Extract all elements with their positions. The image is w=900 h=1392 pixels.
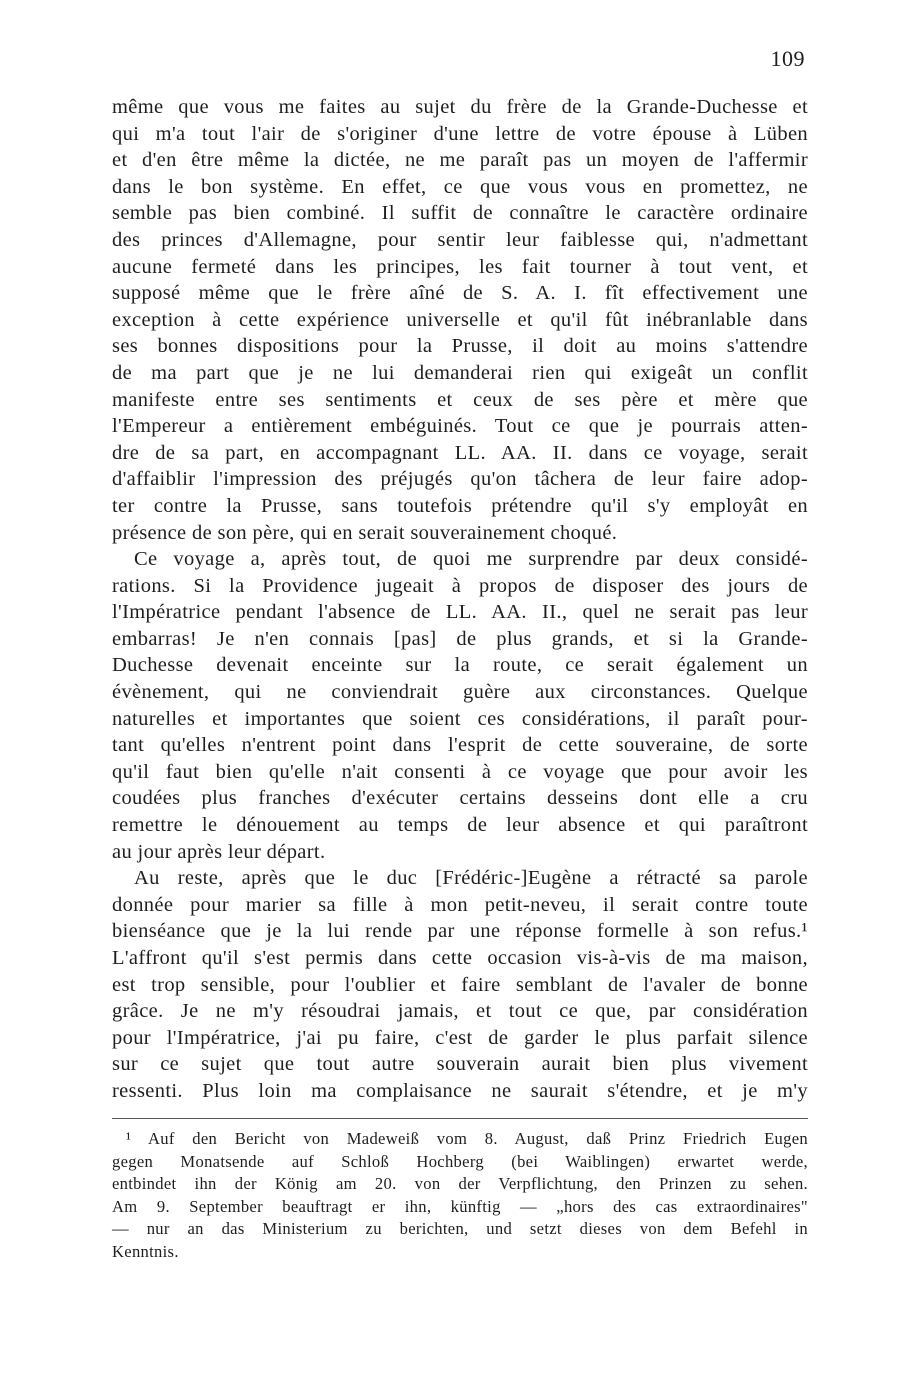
- text-line: des princes d'Allemagne, pour sentir leur faiblesse qui, n'admettant: [112, 228, 808, 251]
- text-line: qu'il faut bien qu'elle n'ait consenti à ce voyage que pour avoir les: [112, 760, 808, 783]
- text-line: présence de son père, qui en serait souverainement choqué.: [112, 521, 618, 544]
- text-line: dans le bon système. En effet, ce que vous vous en promettez, ne: [112, 175, 808, 198]
- text-line: ter contre la Prusse, sans toutefois prétendre qu'il s'y employât en: [112, 494, 808, 517]
- text-line: Duchesse devenait enceinte sur la route, ce serait également un: [112, 654, 808, 677]
- text-line: pour l'Impératrice, j'ai pu faire, c'est de garder le plus parfait silence: [112, 1026, 808, 1049]
- footnote-line: gegen Monatsende auf Schloß Hochberg (bei Waiblingen) erwartet werde,: [112, 1151, 808, 1171]
- text-line: L'affront qu'il s'est permis dans cette occasion vis-à-vis de ma maison,: [112, 947, 808, 969]
- text-line: manifeste entre ses sentiments et ceux de ses père et mère que: [112, 388, 808, 411]
- footnote-line: ¹ Auf den Bericht von Madeweiß vom 8. August, daß Prinz Friedrich Eugen: [126, 1129, 808, 1148]
- main-text: [112, 94, 808, 1105]
- footnote-divider: [112, 1118, 808, 1119]
- text-line: ressenti. Plus loin ma complaisance ne saurait s'étendre, et je m'y: [112, 1079, 808, 1102]
- text-line: supposé même que le frère aîné de S. A. I. fît effectivement une: [112, 282, 808, 305]
- text-line: au jour après leur départ.: [112, 840, 326, 863]
- text-line: aucune fermeté dans les principes, les fait tourner à tout vent, et: [112, 255, 808, 278]
- text-line: rations. Si la Providence jugeait à propos de disposer des jours de: [112, 574, 808, 597]
- text-line: l'Impératrice pendant l'absence de LL. AA. II., quel ne serait pas leur: [112, 601, 808, 624]
- text-line: coudées plus franches d'exécuter certains desseins dont elle a cru: [112, 787, 808, 810]
- footnote-line: Am 9. September beauftragt er ihn, künftig — „hors des cas extraordinaires": [112, 1196, 808, 1216]
- text-line: même que vous me faites au sujet du frère de la Grande-Duchesse et: [112, 96, 808, 118]
- text-line: dre de sa part, en accompagnant LL. AA. II. dans ce voyage, serait: [112, 441, 808, 464]
- text-line: évènement, qui ne conviendrait guère aux circonstances. Quelque: [112, 681, 808, 704]
- text-line: grâce. Je ne m'y résoudrai jamais, et tout ce que, par considération: [112, 1000, 808, 1023]
- text-line: de ma part que je ne lui demanderai rien qui exigeât un conflit: [112, 361, 808, 384]
- text-line: l'Empereur a entièrement embéguinés. Tout ce que je pourrais atten-: [112, 415, 808, 438]
- text-line: exception à cette expérience universelle et qu'il fût inébranlable dans: [112, 308, 808, 331]
- footnotes: [112, 1128, 808, 1263]
- text-line: embarras! Je n'en connais [pas] de plus grands, et si la Grande-: [112, 627, 808, 650]
- text-line: donnée pour marier sa fille à mon petit-neveu, il serait contre toute: [112, 893, 808, 916]
- text-line: et d'en être même la dictée, ne me paraît pas un moyen de l'affermir: [112, 149, 808, 172]
- text-line: qui m'a tout l'air de s'originer d'une lettre de votre épouse à Lüben: [112, 122, 808, 145]
- text-line: est trop sensible, pour l'oublier et faire semblant de l'avaler de bonne: [112, 973, 808, 996]
- text-line: naturelles et importantes que soient ces considérations, il paraît pour-: [112, 707, 808, 730]
- footnote-line: Kenntnis.: [112, 1241, 179, 1261]
- text-line: tant qu'elles n'entrent point dans l'esprit de cette souveraine, de sorte: [112, 734, 808, 757]
- page-number: 109: [770, 46, 805, 71]
- text-line: ses bonnes dispositions pour la Prusse, il doit au moins s'attendre: [112, 335, 808, 358]
- footnote-line: entbindet ihn der König am 20. von der Verpflichtung, den Prinzen zu sehen.: [112, 1174, 808, 1193]
- text-line: Ce voyage a, après tout, de quoi me surprendre par deux considé-: [134, 548, 808, 571]
- text-line: sur ce sujet que tout autre souverain aurait bien plus vivement: [112, 1053, 808, 1076]
- text-line: remettre le dénouement au temps de leur absence et qui paraîtront: [112, 814, 808, 837]
- text-line: bienséance que je la lui rende par une réponse formelle à son refus.¹: [112, 920, 808, 943]
- footnote-line: — nur an das Ministerium zu berichten, und setzt dieses von dem Befehl in: [112, 1219, 808, 1238]
- text-line: Au reste, après que le duc [Frédéric-]Eugène a rétracté sa parole: [134, 867, 808, 890]
- text-line: d'affaiblir l'impression des préjugés qu'on tâchera de leur faire adop-: [112, 468, 808, 491]
- text-line: semble pas bien combiné. Il suffit de connaître le caractère ordinaire: [112, 202, 808, 225]
